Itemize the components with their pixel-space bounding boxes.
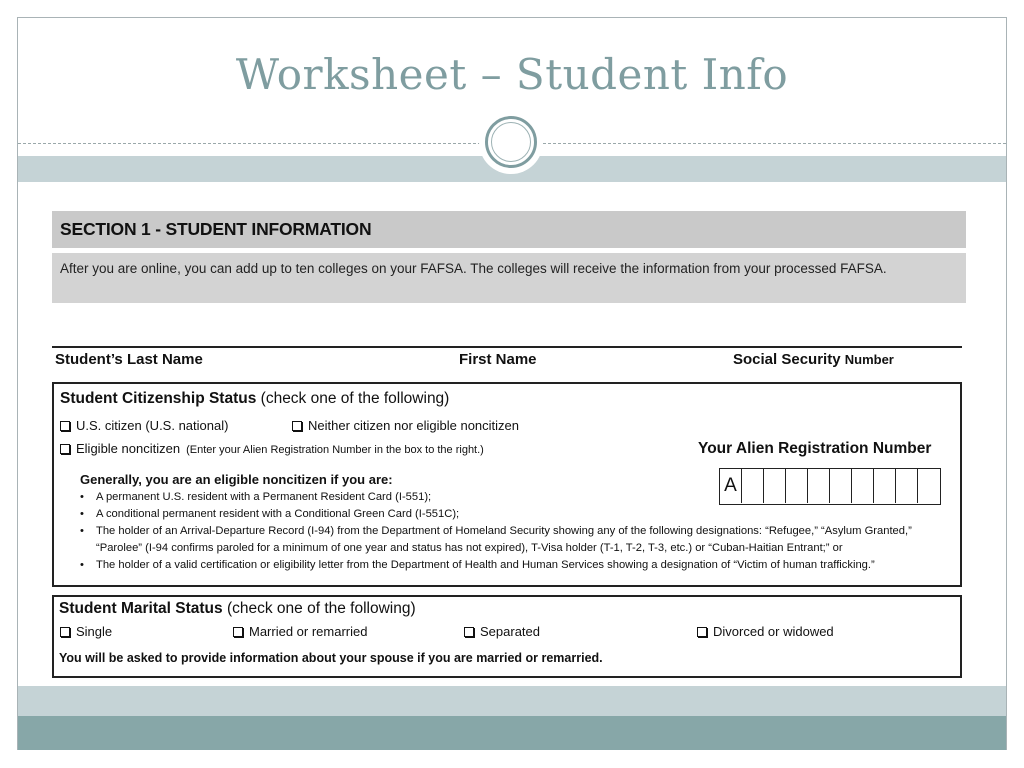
option-divorced-label: Divorced or widowed bbox=[713, 624, 834, 639]
first-name-label: First Name bbox=[459, 351, 537, 368]
eligibility-list bbox=[78, 489, 958, 574]
marital-title-note: (check one of the following) bbox=[226, 600, 416, 617]
marital-note: You will be asked to provide information about your spouse if you are married or remarried. bbox=[59, 651, 603, 665]
checkbox-icon[interactable] bbox=[292, 421, 302, 431]
section-header: SECTION 1 - STUDENT INFORMATION bbox=[52, 211, 966, 248]
option-eligible-hint: (Enter your Alien Registration Number in the box to the right.) bbox=[186, 444, 484, 456]
option-separated-label: Separated bbox=[480, 624, 540, 639]
checkbox-icon[interactable] bbox=[464, 627, 474, 637]
marital-title-text: Student Marital Status bbox=[59, 600, 223, 617]
option-eligible-noncitizen[interactable] bbox=[60, 441, 484, 456]
list-item: • The holder of a valid certification or eligibility letter from the Department of Health and Human Services showing a designation of “Victim of human trafficking.” bbox=[78, 557, 958, 574]
option-us-citizen-label: U.S. citizen (U.S. national) bbox=[76, 418, 229, 433]
ssn-label-suffix: Number bbox=[844, 352, 894, 367]
name-row-divider bbox=[52, 346, 962, 348]
option-eligible-label: Eligible noncitizen bbox=[76, 441, 181, 456]
checkbox-icon[interactable] bbox=[60, 444, 70, 454]
checkbox-icon[interactable] bbox=[233, 627, 243, 637]
checkbox-icon[interactable] bbox=[697, 627, 707, 637]
option-married[interactable] bbox=[233, 624, 367, 639]
option-married-label: Married or remarried bbox=[249, 624, 368, 639]
option-single[interactable] bbox=[60, 624, 112, 639]
list-item: • The holder of an Arrival-Departure Record (I-94) from the Department of Homeland Security showing any of the following designations: “Refugee,” “Asylum Granted,” “Parolee” (I-94 confirms paroled for a minimum of one year and status has not expired), T-Visa holder (T-1, T-2, T-3, etc.) or “Cuban-Haitian Entrant;” or bbox=[78, 523, 958, 557]
footer-band bbox=[18, 716, 1006, 750]
divider-ornament-inner bbox=[491, 122, 531, 162]
checkbox-icon[interactable] bbox=[60, 627, 70, 637]
ssn-label-main: Social Security bbox=[733, 351, 841, 368]
alien-number-title: Your Alien Registration Number bbox=[698, 440, 932, 457]
section-intro: After you are online, you can add up to ten colleges on your FAFSA. The colleges will receive the information from your processed FAFSA. bbox=[52, 253, 966, 303]
eligibility-heading: Generally, you are an eligible noncitizen if you are: bbox=[80, 472, 393, 487]
citizenship-title bbox=[60, 390, 449, 408]
citizenship-title-text: Student Citizenship Status bbox=[60, 390, 257, 407]
checkbox-icon[interactable] bbox=[60, 421, 70, 431]
marital-title bbox=[59, 600, 416, 618]
ssn-label bbox=[733, 351, 894, 368]
option-single-label: Single bbox=[76, 624, 113, 639]
option-neither[interactable] bbox=[292, 418, 519, 433]
citizenship-title-note: (check one of the following) bbox=[260, 390, 450, 407]
option-neither-label: Neither citizen nor eligible noncitizen bbox=[308, 418, 520, 433]
option-divorced[interactable] bbox=[697, 624, 834, 639]
list-item: • A permanent U.S. resident with a Permanent Resident Card (I-551); bbox=[78, 489, 958, 506]
list-item: • A conditional permanent resident with a Conditional Green Card (I-551C); bbox=[78, 506, 958, 523]
option-us-citizen[interactable] bbox=[60, 418, 228, 433]
footer-light-band bbox=[18, 686, 1006, 716]
option-separated[interactable] bbox=[464, 624, 540, 639]
alien-prefix-cell: A bbox=[720, 469, 742, 503]
last-name-label: Student’s Last Name bbox=[55, 351, 203, 368]
slide-title: Worksheet – Student Info bbox=[235, 50, 789, 99]
